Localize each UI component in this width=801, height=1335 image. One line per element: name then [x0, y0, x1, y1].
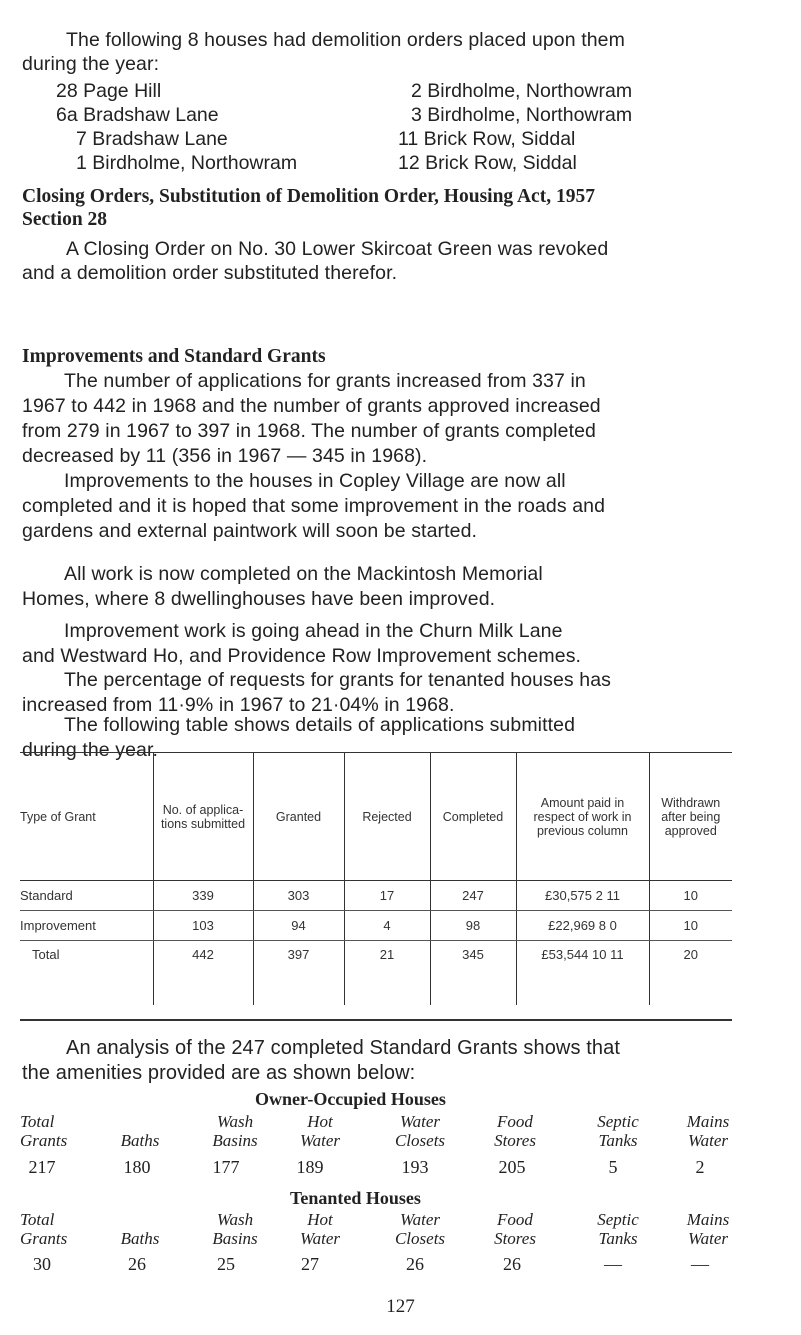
- amenity-value: 5: [608, 1157, 618, 1177]
- line: Homes, where 8 dwellinghouses have been improved.: [22, 588, 496, 610]
- cell: 94: [253, 911, 344, 941]
- amenity-value: 2: [695, 1157, 705, 1177]
- analysis-line-2: the amenities provided are as shown below:: [22, 1062, 416, 1084]
- col-header-amount: Amount paid in respect of work in previous column: [516, 753, 649, 881]
- amenity-value: 193: [401, 1157, 429, 1177]
- col-header-rejected: Rejected: [344, 753, 430, 881]
- amenity-header-total-grants: Total Grants: [20, 1112, 68, 1150]
- cell: Total: [32, 947, 60, 962]
- paragraph-3: [22, 562, 737, 612]
- line: gardens and external paintwork will soon be started.: [22, 520, 478, 542]
- table-header-row: [20, 753, 732, 881]
- amenity-header-septic-tanks: Septic Tanks: [597, 1112, 639, 1150]
- page-number: 127: [386, 1296, 415, 1317]
- amenity-header-wash-basins: Wash Basins: [212, 1210, 258, 1248]
- amenity-value: —: [604, 1254, 622, 1274]
- tenanted-title: Tenanted Houses: [290, 1188, 421, 1208]
- col-header-type: Type of Grant: [20, 753, 153, 881]
- amenity-value: 30: [33, 1254, 51, 1274]
- cell: 4: [344, 911, 430, 941]
- address-item: 3 Birdholme, Northowram: [411, 104, 633, 126]
- line: All work is now completed on the Mackintosh Memorial: [64, 563, 543, 585]
- address-item: 11 Brick Row, Siddal: [398, 128, 576, 150]
- line: decreased by 11 (356 in 1967 — 345 in 1968).: [22, 445, 428, 467]
- cell: 21: [344, 941, 430, 1006]
- analysis-line-1: An analysis of the 247 completed Standard Grants shows that: [66, 1037, 620, 1059]
- line: during the year.: [22, 739, 159, 761]
- cell: 10: [649, 881, 732, 911]
- cell: 247: [430, 881, 516, 911]
- line: The percentage of requests for grants for tenanted houses has: [64, 669, 612, 691]
- table-bottom-rule: [20, 1019, 732, 1021]
- col-header-submitted: No. of applica- tions submitted: [153, 753, 253, 881]
- closing-text-2: and a demolition order substituted therefor.: [22, 262, 398, 284]
- amenity-value: 180: [123, 1157, 151, 1177]
- intro-line-1: The following 8 houses had demolition orders placed upon them: [66, 29, 625, 51]
- line: Improvement work is going ahead in the Churn Milk Lane: [64, 620, 563, 642]
- paragraph-1: [22, 369, 737, 469]
- amenity-header-baths: Baths: [120, 1229, 160, 1248]
- address-item: 1 Birdholme, Northowram: [76, 152, 298, 174]
- amenity-header-hot-water: Hot Water: [300, 1210, 340, 1248]
- amenity-header-food-stores: Food Stores: [494, 1210, 536, 1248]
- amenity-value: 177: [212, 1157, 240, 1177]
- amenity-value: —: [691, 1254, 709, 1274]
- amenity-header-septic-tanks: Septic Tanks: [597, 1210, 639, 1248]
- cell: 303: [253, 881, 344, 911]
- amenity-header-baths: Baths: [120, 1131, 160, 1150]
- cell: £30,575 2 11: [516, 881, 649, 911]
- line: The following table shows details of applications submitted: [64, 714, 576, 736]
- line: from 279 in 1967 to 397 in 1968. The number of grants completed: [22, 420, 596, 442]
- cell: 442: [153, 941, 253, 1006]
- amenity-header-mains-water: Mains Water: [686, 1210, 730, 1248]
- amenity-header-food-stores: Food Stores: [494, 1112, 536, 1150]
- amenity-header-water-closets: Water Closets: [394, 1210, 446, 1248]
- cell: 10: [649, 911, 732, 941]
- closing-orders-heading: Closing Orders, Substitution of Demolition Order, Housing Act, 1957: [22, 186, 595, 207]
- intro-line-2: during the year:: [22, 53, 160, 75]
- cell: 339: [153, 881, 253, 911]
- col-header-completed: Completed: [430, 753, 516, 881]
- line: 1967 to 442 in 1968 and the number of grants approved increased: [22, 395, 601, 417]
- closing-orders-subheading: Section 28: [22, 209, 108, 230]
- paragraph-4: [22, 619, 737, 669]
- cell: £22,969 8 0: [516, 911, 649, 941]
- cell: Standard: [20, 881, 153, 911]
- line: Improvements to the houses in Copley Village are now all: [64, 470, 566, 492]
- address-list-left: [56, 79, 297, 175]
- owner-occupied-title: Owner-Occupied Houses: [255, 1089, 446, 1109]
- address-item: 2 Birdholme, Northowram: [411, 80, 633, 102]
- amenity-header-mains-water: Mains Water: [686, 1112, 730, 1150]
- line: increased from 11·9% in 1967 to 21·04% in 1968.: [22, 694, 455, 716]
- closing-text-1: A Closing Order on No. 30 Lower Skircoat Green was revoked: [66, 238, 609, 260]
- cell: 17: [344, 881, 430, 911]
- line: completed and it is hoped that some improvement in the roads and: [22, 495, 606, 517]
- amenity-value: 189: [296, 1157, 324, 1177]
- col-header-withdrawn: Withdrawn after being approved: [649, 753, 732, 881]
- amenity-header-hot-water: Hot Water: [300, 1112, 340, 1150]
- amenity-header-water-closets: Water Closets: [394, 1112, 446, 1150]
- amenity-value: 27: [301, 1254, 319, 1274]
- address-item: 6a Bradshaw Lane: [56, 104, 219, 126]
- line: The number of applications for grants increased from 337 in: [64, 370, 586, 392]
- line: and Westward Ho, and Providence Row Improvement schemes.: [22, 645, 582, 667]
- amenity-header-total-grants: Total Grants: [20, 1210, 68, 1248]
- table-row: [20, 881, 732, 911]
- amenity-value: 26: [128, 1254, 146, 1274]
- address-item: 12 Brick Row, Siddal: [398, 152, 577, 174]
- cell: 98: [430, 911, 516, 941]
- cell: £53,544 10 11: [516, 941, 649, 1006]
- col-header-granted: Granted: [253, 753, 344, 881]
- paragraph-2: [22, 469, 737, 544]
- paragraph-5: [22, 668, 737, 718]
- table-row: [20, 941, 732, 1006]
- amenity-value: 25: [217, 1254, 235, 1274]
- address-item: 28 Page Hill: [56, 80, 162, 102]
- amenity-value: 26: [406, 1254, 424, 1274]
- amenity-header-wash-basins: Wash Basins: [212, 1112, 258, 1150]
- cell: 103: [153, 911, 253, 941]
- table-row: [20, 911, 732, 941]
- cell: 397: [253, 941, 344, 1006]
- amenity-value: 217: [28, 1157, 56, 1177]
- address-list-right: [398, 79, 632, 175]
- grants-table: [20, 753, 732, 1005]
- address-item: 7 Bradshaw Lane: [76, 128, 228, 150]
- amenity-value: 26: [503, 1254, 521, 1274]
- cell: 345: [430, 941, 516, 1006]
- cell: 20: [649, 941, 732, 1006]
- amenity-value: 205: [498, 1157, 526, 1177]
- improvements-heading: Improvements and Standard Grants: [22, 346, 326, 367]
- cell: Improvement: [20, 911, 153, 941]
